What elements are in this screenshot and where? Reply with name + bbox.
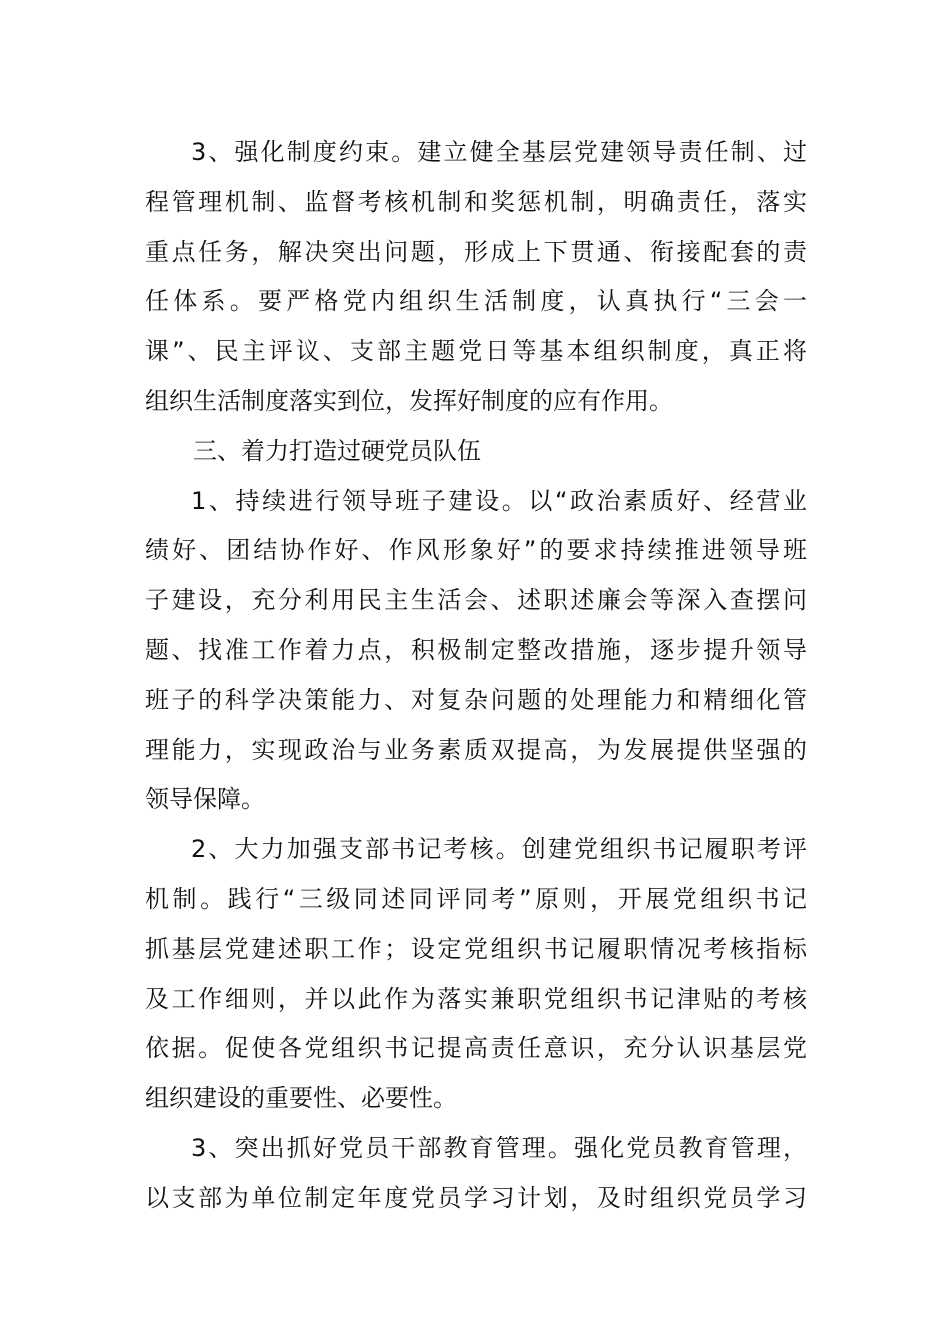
text-line: 程管理机制、监督考核机制和奖惩机制，明确责任，落实 [145, 187, 807, 216]
text-line: 1、持续进行领导班子建设。以“政治素质好、经营业 [191, 486, 807, 515]
text-line: 3、强化制度约束。建立健全基层党建领导责任制、过 [191, 138, 807, 166]
text-line: 依据。促使各党组织书记提高责任意识，充分认识基层党 [145, 1034, 807, 1063]
text-line: 班子的科学决策能力、对复杂问题的处理能力和精细化管 [145, 685, 807, 714]
document-page [145, 128, 807, 1224]
text-line: 课”、民主评议、支部主题党日等基本组织制度，真正将 [145, 337, 807, 366]
text-line: 以支部为单位制定年度党员学习计划，及时组织党员学习 [145, 1183, 807, 1212]
text-line: 2、大力加强支部书记考核。创建党组织书记履职考评 [191, 835, 807, 864]
text-line: 抓基层党建述职工作；设定党组织书记履职情况考核指标 [145, 934, 807, 963]
text-line: 及工作细则，并以此作为落实兼职党组织书记津贴的考核 [145, 984, 807, 1013]
text-line: 重点任务，解决突出问题，形成上下贯通、衔接配套的责 [145, 237, 807, 266]
text-line: 组织生活制度落实到位，发挥好制度的应有作用。 [145, 386, 673, 415]
text-line: 机制。践行“三级同述同评同考”原则，开展党组织书记 [145, 884, 807, 913]
text-line: 任体系。要严格党内组织生活制度，认真执行“三会一 [145, 287, 807, 316]
paragraph [145, 825, 807, 1124]
paragraph [145, 128, 807, 427]
paragraph [145, 1124, 807, 1224]
text-line: 题、找准工作着力点，积极制定整改措施，逐步提升领导 [145, 635, 807, 664]
section-heading [145, 427, 807, 477]
text-line: 三、着力打造过硬党员队伍 [193, 436, 481, 465]
text-line: 领导保障。 [145, 785, 265, 814]
paragraph [145, 477, 807, 826]
text-line: 绩好、团结协作好、作风形象好”的要求持续推进领导班 [145, 536, 807, 565]
text-line: 组织建设的重要性、必要性。 [145, 1084, 457, 1113]
text-line: 子建设，充分利用民主生活会、述职述廉会等深入查摆问 [145, 586, 807, 615]
text-line: 3、突出抓好党员干部教育管理。强化党员教育管理， [191, 1133, 807, 1162]
text-line: 理能力，实现政治与业务素质双提高，为发展提供坚强的 [145, 735, 807, 764]
